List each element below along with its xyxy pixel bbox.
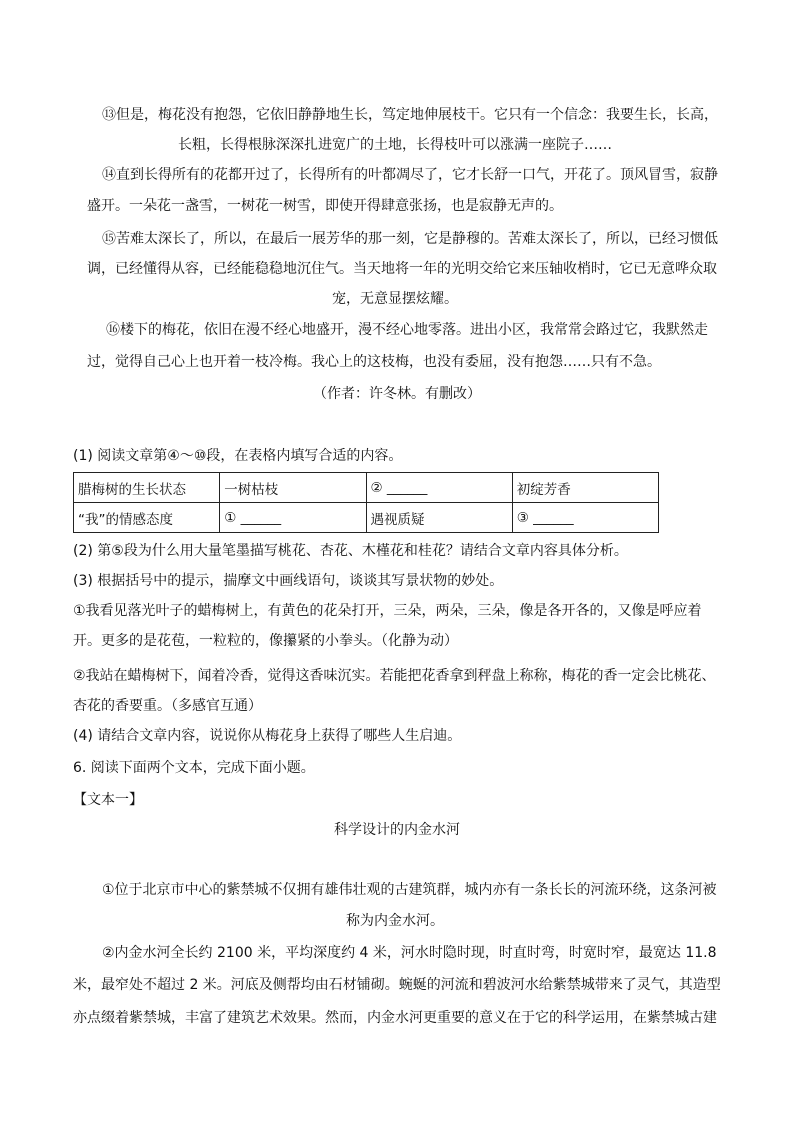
table-cell: 一树枯枝	[220, 473, 366, 503]
text-one-title: 科学设计的内金水河	[334, 822, 460, 838]
paragraph-16-line-2: 过，觉得自己心上也开着一枝冷梅。我心上的这枝梅，也没有委屈，没有抱怨……只有不急。	[87, 354, 661, 370]
paragraph-15-line-1: ⑮苦难太深长了，所以，在最后一展芳华的那一刻，它是静穆的。苦难太深长了，所以，已经习惯低	[102, 231, 718, 247]
table-cell: 初绽芳香	[512, 473, 658, 503]
paragraph-14-line-1: ⑭直到长得所有的花都开过了，长得所有的叶都凋尽了，它才长舒一口气，开花了。顶风冒雪，寂静	[102, 167, 718, 183]
paragraph-16-line-1: ⑯楼下的梅花，依旧在漫不经心地盛开，漫不经心地零落。进出小区，我常常会路过它，我默然走	[106, 322, 708, 338]
question-2: (2) 第⑤段为什么用大量笔墨描写桃花、杏花、木槿花和桂花？请结合文章内容具体分析。	[73, 543, 628, 559]
table-cell: 遇视质疑	[366, 503, 512, 533]
text-one-heading: 【文本一】	[73, 792, 143, 808]
table-cell: 腊梅树的生长状态	[74, 473, 220, 503]
text-one-paragraph-1-line-2: 称为内金水河。	[346, 913, 444, 929]
paragraph-13-line-2: 长粗，长得根脉深深扎进宽广的土地，长得枝叶可以涨满一座院子……	[178, 137, 612, 153]
text-one-paragraph-2-line-2: 米，最窄处不超过 2 米。河底及侧帮均由石材铺砌。蜿蜒的河流和碧波河水给紫禁城带来了灵气，其造型	[73, 977, 721, 993]
text-one-paragraph-2-line-1: ②内金水河全长约 2100 米，平均深度约 4 米，河水时隐时现，时直时弯，时宽时窄，最宽达 11.8	[102, 945, 717, 961]
table-cell: ③ ______	[512, 503, 658, 533]
question-4: (4) 请结合文章内容，说说你从梅花身上获得了哪些人生启迪。	[73, 728, 462, 744]
paragraph-15-line-2: 调，已经懂得从容，已经能稳稳地沉住气。当天地将一年的光明交给它来压轴收梢时，它已无意哗众取	[87, 261, 717, 277]
question-3-sentence-2-line-2: 杏花的香要重。（多感官互通）	[73, 698, 262, 714]
table-cell: ① ______	[220, 503, 366, 533]
table-row	[74, 503, 659, 533]
text-one-paragraph-2-line-3: 亦点缀着紫禁城，丰富了建筑艺术效果。然而，内金水河更重要的意义在于它的科学运用，在紫禁城古建	[73, 1010, 717, 1026]
paragraph-13-line-1: ⑬但是，梅花没有抱怨，它依旧静静地生长，笃定地伸展枝干。它只有一个信念：我要生长，长高，	[102, 107, 718, 123]
table-row	[74, 473, 659, 503]
text-one-paragraph-1-line-1: ①位于北京市中心的紫禁城不仅拥有雄伟壮观的古建筑群，城内亦有一条长长的河流环绕，这条河被	[102, 882, 717, 898]
question-3-sentence-1-line-2: 开。更多的是花苞，一粒粒的，像攥紧的小拳头。（化静为动）	[73, 633, 458, 649]
paragraph-14-line-2: 盛开。一朵花一盏雪，一树花一树雪，即使开得肆意张扬，也是寂静无声的。	[87, 198, 563, 214]
question-3-sentence-1-line-1: ①我看见落光叶子的蜡梅树上，有黄色的花朵打开，三朵，两朵，三朵，像是各开各的，又像是呼应着	[73, 603, 702, 619]
table-cell: “我”的情感态度	[74, 503, 220, 533]
question-3-sentence-2-line-1: ②我站在蜡梅树下，闻着冷香，觉得这香味沉实。若能把花香拿到秤盘上称称，梅花的香一定会比桃花、	[73, 668, 716, 684]
paragraph-15-line-3: 宠，无意显摆炫耀。	[332, 291, 458, 307]
question-6: 6. 阅读下面两个文本，完成下面小题。	[73, 760, 315, 776]
question-3: (3) 根据括号中的提示，揣摩文中画线语句，谈谈其写景状物的妙处。	[73, 573, 504, 589]
table-cell: ② ______	[366, 473, 512, 503]
answer-table	[73, 472, 659, 533]
author-credit: （作者：许冬林。有删改）	[313, 386, 481, 402]
question-1: (1) 阅读文章第④～⑩段，在表格内填写合适的内容。	[73, 448, 403, 464]
